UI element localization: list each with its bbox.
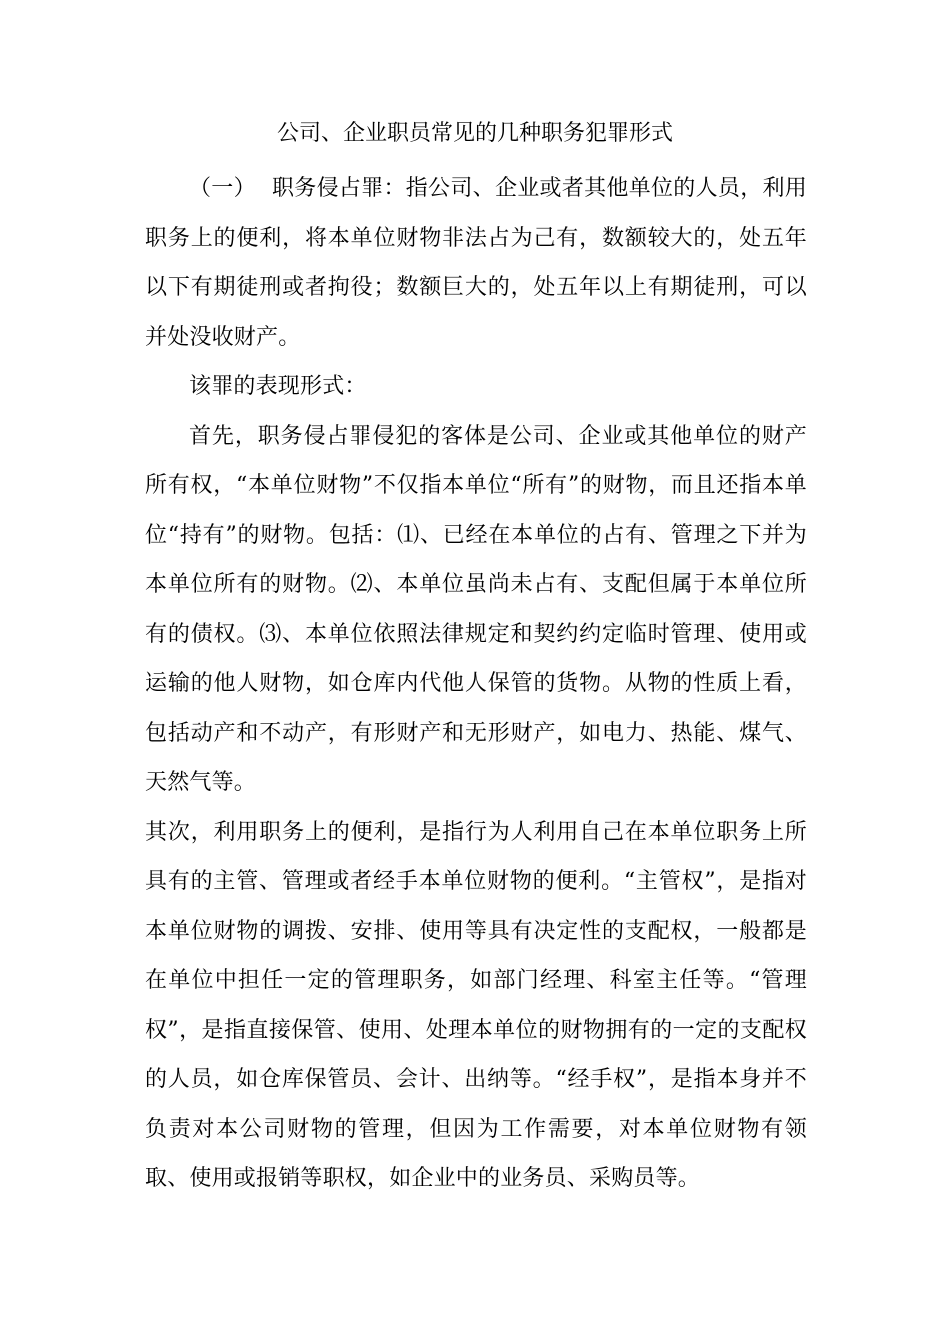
paragraph-object-of-crime: 首先，职务侵占罪侵犯的客体是公司、企业或其他单位的财产所有权，“本单位财物”不仅指本单位“所有”的财物，而且还指本单位“持有”的财物。包括：⑴、已经在本单位的占有、管理之下并为本单位所有的财物。⑵、本单位虽尚未占有、支配但属于本单位所有的债权。⑶、本单位依照法律规定和契约约定临时管理、使用或运输的他人财物，如仓库内代他人保管的货物。从物的性质上看，包括动产和不动产，有形财产和无形财产，如电力、热能、煤气、天然气等。 <box>145 423 807 795</box>
paragraph-text: 职务侵占罪：指公司、企业或者其他单位的人员，利用职务上的便利，将本单位财物非法占为己有，数额较大的，处五年以下有期徒刑或者拘役；数额巨大的，处五年以上有期徒刑，可以并处没收财产。 <box>145 176 807 350</box>
paragraph-use-of-position: 其次，利用职务上的便利，是指行为人利用自己在本单位职务上所具有的主管、管理或者经手本单位财物的便利。“主管权”，是指对本单位财物的调拨、安排、使用等具有决定性的支配权，一般都是在单位中担任一定的管理职务，如部门经理、科室主任等。“管理权”，是指直接保管、使用、处理本单位的财物拥有的一定的支配权的人员，如仓库保管员、会计、出纳等。“经手权”，是指本身并不负责对本公司财物的管理，但因为工作需要，对本单位财物有领取、使用或报销等职权，如企业中的业务员、采购员等。 <box>145 819 807 1191</box>
paragraph-embezzlement-definition <box>145 164 807 362</box>
section-label: （一） <box>189 176 256 201</box>
document-title: 公司、企业职员常见的几种职务犯罪形式 <box>276 121 673 146</box>
document-body <box>145 164 807 1204</box>
paragraph-forms-heading: 该罪的表现形式： <box>189 374 367 399</box>
